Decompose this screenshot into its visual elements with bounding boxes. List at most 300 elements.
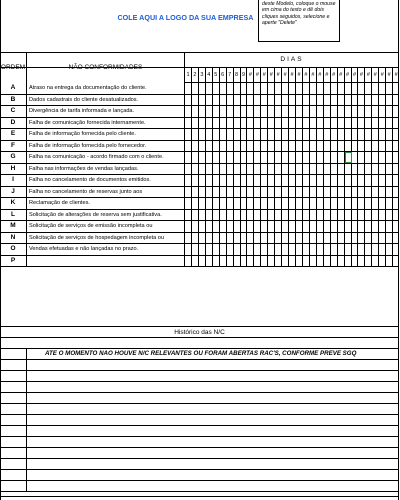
day-cell[interactable] (296, 129, 303, 140)
day-cell[interactable] (303, 83, 310, 94)
day-cell[interactable] (310, 244, 317, 255)
day-cell[interactable] (379, 164, 386, 175)
day-cell[interactable] (386, 83, 393, 94)
day-cell[interactable] (275, 83, 282, 94)
day-cell[interactable] (282, 233, 289, 244)
history-text-cell[interactable] (27, 459, 399, 469)
day-header-cell[interactable]: # (386, 68, 393, 82)
day-cell[interactable] (372, 221, 379, 232)
day-cell[interactable] (372, 198, 379, 209)
day-cell[interactable] (275, 256, 282, 267)
day-cell[interactable] (386, 164, 393, 175)
day-cell[interactable] (310, 175, 317, 186)
day-cell[interactable] (227, 198, 234, 209)
day-cell[interactable] (345, 187, 352, 198)
day-cell[interactable] (365, 233, 372, 244)
day-cell[interactable] (241, 256, 248, 267)
day-cell[interactable] (206, 141, 213, 152)
day-cell[interactable] (331, 106, 338, 117)
day-cell[interactable] (261, 106, 268, 117)
day-cell[interactable] (324, 221, 331, 232)
day-cell[interactable] (352, 118, 359, 129)
day-cell[interactable] (234, 244, 241, 255)
day-cell[interactable] (331, 83, 338, 94)
day-cell[interactable] (247, 256, 254, 267)
day-cell[interactable] (317, 118, 324, 129)
day-cell[interactable] (185, 164, 192, 175)
day-cell[interactable] (365, 221, 372, 232)
day-cell[interactable] (206, 129, 213, 140)
day-cell[interactable] (289, 95, 296, 106)
day-cell[interactable] (199, 83, 206, 94)
nonconformity-cell[interactable]: Dados cadastrais do cliente desatualizados. (27, 95, 185, 106)
day-cell[interactable] (261, 95, 268, 106)
day-cell[interactable] (275, 233, 282, 244)
ordem-cell[interactable]: L (0, 210, 27, 221)
ordem-cell[interactable]: E (0, 129, 27, 140)
day-cell[interactable] (345, 152, 352, 163)
day-cell[interactable] (379, 175, 386, 186)
day-header-cell[interactable]: # (324, 68, 331, 82)
day-cell[interactable] (365, 175, 372, 186)
day-cell[interactable] (241, 83, 248, 94)
day-cell[interactable] (324, 83, 331, 94)
day-cell[interactable] (352, 95, 359, 106)
day-header-cell[interactable]: # (254, 68, 261, 82)
day-cell[interactable] (338, 175, 345, 186)
day-cell[interactable] (317, 244, 324, 255)
day-cell[interactable] (345, 244, 352, 255)
day-cell[interactable] (303, 95, 310, 106)
day-cell[interactable] (338, 256, 345, 267)
nonconformity-cell[interactable] (27, 256, 185, 267)
ordem-cell[interactable]: F (0, 141, 27, 152)
day-cell[interactable] (185, 118, 192, 129)
day-cell[interactable] (206, 106, 213, 117)
day-cell[interactable] (261, 221, 268, 232)
day-cell[interactable] (345, 175, 352, 186)
day-cell[interactable] (275, 187, 282, 198)
day-cell[interactable] (199, 152, 206, 163)
day-cell[interactable] (345, 129, 352, 140)
day-cell[interactable] (206, 233, 213, 244)
day-cell[interactable] (268, 210, 275, 221)
day-cell[interactable] (338, 187, 345, 198)
history-left-cell[interactable] (0, 371, 27, 381)
day-cell[interactable] (310, 187, 317, 198)
day-cell[interactable] (358, 244, 365, 255)
day-cell[interactable] (192, 256, 199, 267)
day-cell[interactable] (199, 233, 206, 244)
day-cell[interactable] (310, 256, 317, 267)
day-cell[interactable] (338, 95, 345, 106)
day-cell[interactable] (234, 141, 241, 152)
nonconformity-cell[interactable]: Falha na comunicação - acordo firmado com o cliente. (27, 152, 185, 163)
logo-placeholder-text[interactable]: COLE AQUI A LOGO DA SUA EMPRESA (117, 13, 254, 22)
day-cell[interactable] (379, 256, 386, 267)
day-cell[interactable] (331, 210, 338, 221)
day-cell[interactable] (372, 129, 379, 140)
day-cell[interactable] (282, 95, 289, 106)
day-cell[interactable] (358, 95, 365, 106)
day-cell[interactable] (199, 164, 206, 175)
day-cell[interactable] (379, 141, 386, 152)
day-cell[interactable] (247, 164, 254, 175)
instruction-note[interactable]: deste Modelo, coloque o mouse em cima do texto e dê dois cliques seguidos, selecione e aperte "Delete" (258, 0, 340, 42)
day-cell[interactable] (338, 141, 345, 152)
day-cell[interactable] (241, 187, 248, 198)
day-cell[interactable] (303, 129, 310, 140)
day-cell[interactable] (227, 95, 234, 106)
day-cell[interactable] (220, 118, 227, 129)
day-cell[interactable] (268, 256, 275, 267)
day-cell[interactable] (345, 198, 352, 209)
day-cell[interactable] (310, 164, 317, 175)
day-cell[interactable] (220, 106, 227, 117)
day-cell[interactable] (254, 244, 261, 255)
day-cell[interactable] (275, 152, 282, 163)
day-cell[interactable] (352, 141, 359, 152)
nonconformity-cell[interactable]: Solicitação de serviços de hospedagem incompleta ou (27, 233, 185, 244)
day-cell[interactable] (379, 244, 386, 255)
day-cell[interactable] (192, 152, 199, 163)
day-cell[interactable] (365, 106, 372, 117)
day-cell[interactable] (261, 83, 268, 94)
day-cell[interactable] (206, 175, 213, 186)
history-left-cell[interactable] (0, 481, 27, 491)
day-cell[interactable] (192, 221, 199, 232)
day-cell[interactable] (268, 141, 275, 152)
day-cell[interactable] (213, 152, 220, 163)
day-cell[interactable] (393, 198, 399, 209)
day-cell[interactable] (234, 198, 241, 209)
day-cell[interactable] (317, 198, 324, 209)
history-left-cell[interactable] (0, 415, 27, 425)
day-cell[interactable] (386, 187, 393, 198)
day-cell[interactable] (352, 106, 359, 117)
history-subheader[interactable] (0, 338, 399, 349)
day-cell[interactable] (199, 198, 206, 209)
day-cell[interactable] (247, 244, 254, 255)
day-cell[interactable] (365, 256, 372, 267)
ordem-cell[interactable]: C (0, 106, 27, 117)
history-text-cell[interactable] (27, 470, 399, 480)
day-header-cell[interactable]: 9 (241, 68, 248, 82)
day-cell[interactable] (213, 106, 220, 117)
day-cell[interactable] (365, 118, 372, 129)
day-cell[interactable] (213, 210, 220, 221)
day-cell[interactable] (185, 233, 192, 244)
day-cell[interactable] (303, 210, 310, 221)
day-cell[interactable] (282, 118, 289, 129)
day-cell[interactable] (206, 164, 213, 175)
day-cell[interactable] (261, 256, 268, 267)
day-cell[interactable] (185, 106, 192, 117)
day-cell[interactable] (268, 164, 275, 175)
day-cell[interactable] (386, 141, 393, 152)
history-left-cell[interactable] (0, 470, 27, 480)
day-cell[interactable] (241, 198, 248, 209)
day-cell[interactable] (213, 95, 220, 106)
day-cell[interactable] (268, 198, 275, 209)
day-cell[interactable] (358, 256, 365, 267)
day-cell[interactable] (324, 141, 331, 152)
day-cell[interactable] (338, 198, 345, 209)
day-cell[interactable] (220, 256, 227, 267)
day-cell[interactable] (254, 141, 261, 152)
ordem-cell[interactable]: D (0, 118, 27, 129)
day-cell[interactable] (289, 175, 296, 186)
day-cell[interactable] (372, 83, 379, 94)
day-cell[interactable] (275, 129, 282, 140)
day-cell[interactable] (192, 175, 199, 186)
day-cell[interactable] (199, 129, 206, 140)
day-cell[interactable] (289, 106, 296, 117)
day-header-cell[interactable]: # (345, 68, 352, 82)
day-cell[interactable] (282, 164, 289, 175)
day-cell[interactable] (345, 95, 352, 106)
day-cell[interactable] (234, 221, 241, 232)
day-cell[interactable] (310, 129, 317, 140)
day-cell[interactable] (206, 244, 213, 255)
day-cell[interactable] (303, 141, 310, 152)
day-cell[interactable] (365, 244, 372, 255)
day-cell[interactable] (393, 221, 399, 232)
day-cell[interactable] (275, 164, 282, 175)
day-cell[interactable] (379, 210, 386, 221)
day-cell[interactable] (352, 164, 359, 175)
day-cell[interactable] (220, 129, 227, 140)
day-cell[interactable] (296, 175, 303, 186)
day-cell[interactable] (220, 244, 227, 255)
day-cell[interactable] (303, 256, 310, 267)
day-cell[interactable] (247, 187, 254, 198)
day-cell[interactable] (282, 129, 289, 140)
day-cell[interactable] (324, 175, 331, 186)
day-cell[interactable] (317, 129, 324, 140)
day-cell[interactable] (261, 187, 268, 198)
day-cell[interactable] (352, 152, 359, 163)
day-cell[interactable] (268, 83, 275, 94)
day-header-cell[interactable]: 2 (192, 68, 199, 82)
day-cell[interactable] (331, 118, 338, 129)
day-cell[interactable] (227, 256, 234, 267)
ordem-cell[interactable]: P (0, 256, 27, 267)
day-cell[interactable] (192, 198, 199, 209)
day-cell[interactable] (372, 95, 379, 106)
day-cell[interactable] (331, 129, 338, 140)
day-cell[interactable] (234, 152, 241, 163)
day-cell[interactable] (365, 210, 372, 221)
ordem-cell[interactable]: I (0, 175, 27, 186)
day-cell[interactable] (317, 152, 324, 163)
day-cell[interactable] (303, 152, 310, 163)
day-cell[interactable] (393, 118, 399, 129)
day-cell[interactable] (241, 233, 248, 244)
day-cell[interactable] (358, 221, 365, 232)
day-cell[interactable] (289, 152, 296, 163)
day-cell[interactable] (275, 198, 282, 209)
day-cell[interactable] (227, 210, 234, 221)
day-cell[interactable] (227, 187, 234, 198)
day-cell[interactable] (234, 106, 241, 117)
day-cell[interactable] (393, 187, 399, 198)
day-cell[interactable] (303, 164, 310, 175)
day-cell[interactable] (268, 129, 275, 140)
day-cell[interactable] (324, 106, 331, 117)
day-cell[interactable] (247, 175, 254, 186)
day-cell[interactable] (345, 83, 352, 94)
day-header-cell[interactable]: # (268, 68, 275, 82)
day-cell[interactable] (220, 210, 227, 221)
day-cell[interactable] (310, 83, 317, 94)
history-text-cell[interactable] (27, 393, 399, 403)
ordem-cell[interactable]: K (0, 198, 27, 209)
day-cell[interactable] (393, 175, 399, 186)
day-cell[interactable] (199, 187, 206, 198)
day-cell[interactable] (282, 244, 289, 255)
day-cell[interactable] (247, 210, 254, 221)
history-text-cell[interactable] (27, 415, 399, 425)
day-header-cell[interactable]: 4 (206, 68, 213, 82)
day-cell[interactable] (289, 233, 296, 244)
history-text-cell[interactable]: ATE O MOMENTO NAO HOUVE N/C RELEVANTES OU FORAM ABERTAS RAC'S, CONFORME PREVE SGQ (45, 350, 357, 357)
day-cell[interactable] (289, 198, 296, 209)
day-cell[interactable] (345, 233, 352, 244)
day-cell[interactable] (289, 141, 296, 152)
day-cell[interactable] (268, 175, 275, 186)
ordem-cell[interactable]: A (0, 83, 27, 94)
day-cell[interactable] (213, 187, 220, 198)
day-cell[interactable] (324, 210, 331, 221)
day-cell[interactable] (338, 221, 345, 232)
day-cell[interactable] (275, 175, 282, 186)
ordem-cell[interactable]: N (0, 233, 27, 244)
nonconformity-cell[interactable]: Falha de comunicação fornecida internamente. (27, 118, 185, 129)
day-cell[interactable] (303, 175, 310, 186)
day-cell[interactable] (365, 152, 372, 163)
day-cell[interactable] (310, 152, 317, 163)
day-cell[interactable] (254, 221, 261, 232)
day-cell[interactable] (296, 118, 303, 129)
day-cell[interactable] (372, 244, 379, 255)
day-cell[interactable] (372, 164, 379, 175)
day-cell[interactable] (386, 233, 393, 244)
day-header-cell[interactable]: # (310, 68, 317, 82)
day-cell[interactable] (213, 83, 220, 94)
day-cell[interactable] (282, 106, 289, 117)
day-cell[interactable] (234, 129, 241, 140)
day-cell[interactable] (213, 198, 220, 209)
day-cell[interactable] (199, 141, 206, 152)
day-cell[interactable] (317, 141, 324, 152)
day-cell[interactable] (220, 152, 227, 163)
day-cell[interactable] (352, 83, 359, 94)
day-cell[interactable] (317, 95, 324, 106)
day-cell[interactable] (268, 118, 275, 129)
day-cell[interactable] (227, 141, 234, 152)
day-cell[interactable] (282, 83, 289, 94)
day-cell[interactable] (241, 244, 248, 255)
day-cell[interactable] (386, 198, 393, 209)
day-cell[interactable] (234, 210, 241, 221)
day-cell[interactable] (206, 198, 213, 209)
day-cell[interactable] (268, 187, 275, 198)
day-cell[interactable] (199, 106, 206, 117)
day-cell[interactable] (352, 210, 359, 221)
ordem-cell[interactable]: B (0, 95, 27, 106)
day-cell[interactable] (324, 256, 331, 267)
day-cell[interactable] (185, 210, 192, 221)
day-cell[interactable] (345, 164, 352, 175)
history-left-cell[interactable] (0, 382, 27, 392)
history-left-cell[interactable] (0, 448, 27, 458)
day-cell[interactable] (282, 256, 289, 267)
day-cell[interactable] (254, 129, 261, 140)
day-cell[interactable] (386, 95, 393, 106)
day-cell[interactable] (358, 118, 365, 129)
day-cell[interactable] (331, 175, 338, 186)
day-cell[interactable] (352, 187, 359, 198)
history-text-cell[interactable] (27, 404, 399, 414)
day-cell[interactable] (282, 187, 289, 198)
day-cell[interactable] (261, 129, 268, 140)
day-cell[interactable] (275, 95, 282, 106)
nonconformity-cell[interactable]: Falha nas informações de vendas lançadas. (27, 164, 185, 175)
day-cell[interactable] (379, 106, 386, 117)
nonconformity-cell[interactable]: Divergência de tarifa informada e lançada. (27, 106, 185, 117)
day-cell[interactable] (358, 187, 365, 198)
day-cell[interactable] (303, 198, 310, 209)
day-cell[interactable] (261, 244, 268, 255)
day-cell[interactable] (379, 152, 386, 163)
day-cell[interactable] (199, 221, 206, 232)
day-header-cell[interactable]: # (331, 68, 338, 82)
day-cell[interactable] (296, 164, 303, 175)
day-cell[interactable] (331, 198, 338, 209)
day-cell[interactable] (282, 175, 289, 186)
day-cell[interactable] (192, 233, 199, 244)
day-cell[interactable] (386, 210, 393, 221)
day-header-cell[interactable]: # (358, 68, 365, 82)
day-cell[interactable] (199, 95, 206, 106)
day-header-cell[interactable]: # (379, 68, 386, 82)
day-cell[interactable] (296, 83, 303, 94)
day-cell[interactable] (310, 221, 317, 232)
day-cell[interactable] (268, 244, 275, 255)
day-cell[interactable] (352, 175, 359, 186)
day-cell[interactable] (352, 221, 359, 232)
day-cell[interactable] (241, 95, 248, 106)
day-cell[interactable] (185, 129, 192, 140)
day-cell[interactable] (358, 233, 365, 244)
ordem-cell[interactable]: H (0, 164, 27, 175)
day-cell[interactable] (220, 198, 227, 209)
day-cell[interactable] (296, 221, 303, 232)
day-cell[interactable] (296, 198, 303, 209)
nonconformity-cell[interactable]: Reclamação de clientes. (27, 198, 185, 209)
day-cell[interactable] (379, 83, 386, 94)
day-header-cell[interactable]: # (303, 68, 310, 82)
day-cell[interactable] (358, 175, 365, 186)
day-header-cell[interactable]: # (365, 68, 372, 82)
day-cell[interactable] (185, 187, 192, 198)
day-cell[interactable] (234, 95, 241, 106)
day-cell[interactable] (241, 221, 248, 232)
day-cell[interactable] (358, 106, 365, 117)
day-cell[interactable] (338, 118, 345, 129)
day-header-cell[interactable]: # (372, 68, 379, 82)
